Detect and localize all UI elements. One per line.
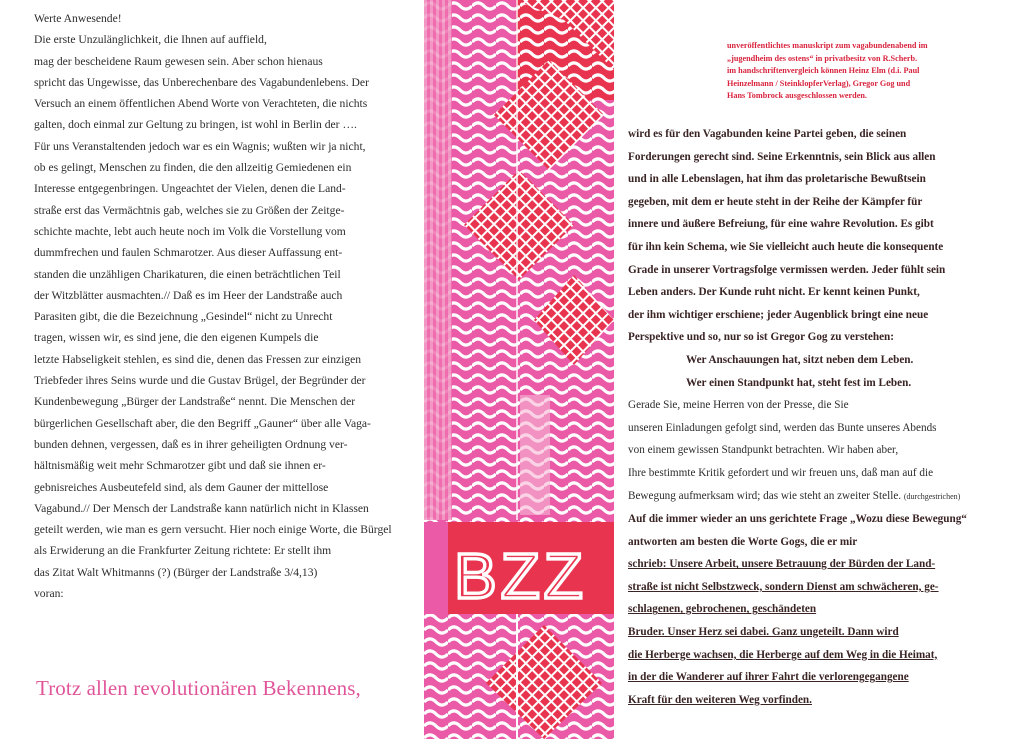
left-line: Parasiten gibt, die die Bezeichnung „Gesindel“ nicht zu Unrecht	[34, 310, 333, 324]
underlined-line: in der die Wanderer auf ihrer Fahrt die verlorengegangene	[628, 671, 909, 684]
underlined-line: Bruder. Unser Herz sei dabei. Ganz ungeteilt. Dann wird	[628, 626, 899, 639]
left-line: ob es gelingt, Menschen zu finden, die den allzeitig Gemiedenen ein	[34, 161, 352, 175]
left-line: galten, doch einmal zur Geltung zu bringen, ist wohl in Berlin der ….	[34, 118, 357, 132]
right-line: der ihm wichtiger erschiene; jeder Augenblick bringt eine neue	[628, 308, 929, 321]
right-line: antworten am besten die Worte Gogs, die er mir	[628, 535, 858, 548]
right-line: innere und äußere Befreiung, für eine wahre Revolution. Es gibt	[628, 218, 934, 231]
left-line: schichte machte, lebt auch heute noch im Volk die Vorstellung vom	[34, 224, 346, 238]
note-line: unveröffentlichtes manuskript zum vagabundenabend im	[727, 41, 928, 50]
left-line: Triebfeder ihres Seins wurde und die Gustav Brügel, der Begründer der	[34, 374, 366, 388]
underlined-line: schlagenen, gebrochenen, geschändeten	[628, 603, 817, 616]
right-line: von einem gewissen Standpunkt betrachten. Wir haben aber,	[628, 444, 899, 457]
left-line: geteilt werden, wie man es gern versucht. Hier noch einige Worte, die Bürgel	[34, 523, 392, 537]
note-line: „jugendheim des ostens“ in privatbesitz von R.Scherb.	[727, 53, 918, 63]
left-line: Werte Anwesende!	[34, 12, 122, 25]
right-line: Forderungen gerecht sind. Seine Erkenntnis, sein Blick aus allen	[628, 150, 936, 163]
left-line: das Zitat Walt Whitmanns (?) (Bürger der Landstraße 3/4,13)	[34, 565, 318, 579]
left-line: spricht das Ungewisse, das Unberechenbare des Vagabundenlebens. Der	[34, 75, 369, 89]
right-line: Perspektive und so, nur so ist Gregor Gog zu verstehen:	[628, 331, 895, 344]
graphic-band	[424, 0, 614, 739]
right-line: Ihre bestimmte Kritik gefordert und wir freuen uns, daß man auf die	[628, 466, 934, 479]
right-line: Gerade Sie, meine Herren von der Presse, die Sie	[628, 399, 849, 412]
left-line: Vagabund.// Der Mensch der Landstraße kann natürlich nicht in Klassen	[34, 501, 369, 515]
right-line: Auf die immer wieder an uns gerichtete Frage „Wozu diese Bewegung“	[628, 513, 967, 526]
left-line: standen die unzähligen Charikaturen, die einen beträchtlichen Teil	[34, 267, 341, 281]
left-line: als Erwiderung an die Frankfurter Zeitung richtete: Er stellt ihm	[34, 544, 332, 558]
note-line: Heinzelmann / SteinklopferVerlag), Gregor Gog und	[727, 78, 911, 88]
archive-note	[727, 40, 1002, 103]
left-line: Die erste Unzulänglichkeit, die Ihnen auf auffield,	[34, 33, 267, 47]
left-line: der Witzblätter ausmachten.// Daß es im Heer der Landstraße auch	[34, 288, 343, 302]
left-line: Kundenbewegung „Bürger der Landstraße“ nennt. Die Menschen der	[34, 395, 356, 409]
right-line: gegeben, mit dem er heute steht in der Reihe der Kämpfer für	[628, 195, 923, 208]
right-line: für ihn kein Schema, wie Sie vielleicht auch heute die konsequente	[628, 240, 944, 253]
right-line: unseren Einladungen gefolgt sind, werden das Bunte unseres Abends	[628, 421, 937, 434]
note-line: im handschriftenvergleich können Heinz Elm (d.i. Paul	[727, 66, 920, 75]
patterned-collage	[424, 0, 614, 739]
left-line: letzte Habseligkeit stehlen, es sind die, denen das Fressen zur einzigen	[34, 352, 362, 366]
left-line: Interesse entgegenbringen. Ungeachtet der Vielen, denen die Land-	[34, 182, 346, 196]
gog-quote-line: Wer einen Standpunkt hat, steht fest im Leben.	[686, 376, 912, 389]
underlined-line: die Herberge wachsen, die Herberge auf dem Weg in die Heimat,	[628, 648, 938, 661]
big-quote-heading: Trotz allen revolutionären Bekennens,	[36, 676, 361, 700]
left-line: straße erst das Vermächtnis gab, welches sie zu Größen der Zeitge-	[34, 203, 345, 217]
bzz-label: BZZ	[454, 540, 587, 612]
right-line: Grade in unserer Vortragsfolge vermissen werden. Jeder fühlt sein	[628, 263, 946, 276]
right-text-column	[628, 123, 1008, 711]
underlined-line: schrieb: Unsere Arbeit, unsere Betrauung der Bürden der Land-	[628, 558, 936, 571]
right-line-text: Bewegung aufmerksam wird; das wie steht an zweiter Stelle.	[628, 489, 902, 502]
left-line: mag der bescheidene Raum gewesen sein. Aber schon hienaus	[34, 54, 323, 68]
right-line: Leben anders. Der Kunde ruht nicht. Er kennt keinen Punkt,	[628, 286, 920, 299]
underlined-line: Kraft für den weiteren Weg vorfinden.	[628, 693, 812, 706]
note-line: Hans Tombrock ausgeschlossen werden.	[727, 91, 867, 100]
left-line: dummfrechen und faulen Schmarotzer. Aus dieser Auffassung ent-	[34, 246, 343, 260]
left-line: Für uns Veranstaltenden jedoch war es ein Wagnis; wußten wir ja nicht,	[34, 139, 366, 153]
left-line: Versuch an einem öffentlichen Abend Worte von Verachteten, die nichts	[34, 97, 368, 111]
gog-quote-line: Wer Anschauungen hat, sitzt neben dem Leben.	[686, 353, 914, 366]
right-line	[628, 485, 1008, 509]
left-line: bunden dehnen, vergessen, daß es in ihrer geheiligten Ordnung ver-	[34, 437, 348, 451]
left-line: hältnismäßig weit mehr Schmarotzer gibt und daß sie ihnen er-	[34, 459, 326, 473]
left-line: voran:	[34, 587, 64, 601]
left-line: gebnisreiches Ausbeutefeld sind, als dem Gauner der mittellose	[34, 480, 329, 494]
right-line: wird es für den Vagabunden keine Partei geben, die seinen	[628, 128, 907, 140]
left-line: tragen, wissen wir, es sind jene, die den eigenen Kumpels die	[34, 331, 319, 345]
left-text-column	[34, 8, 424, 604]
struck-note: (durchgestrichen)	[903, 491, 961, 501]
underlined-line: straße ist nicht Selbstzweck, sondern Dienst am schwächeren, ge-	[628, 580, 939, 593]
left-line: bürgerlichen Gesellschaft aber, die den Begriff „Gauner“ über alle Vaga-	[34, 416, 371, 430]
right-line: und in alle Lebenslagen, hat ihm das proletarische Bewußtsein	[628, 173, 926, 186]
